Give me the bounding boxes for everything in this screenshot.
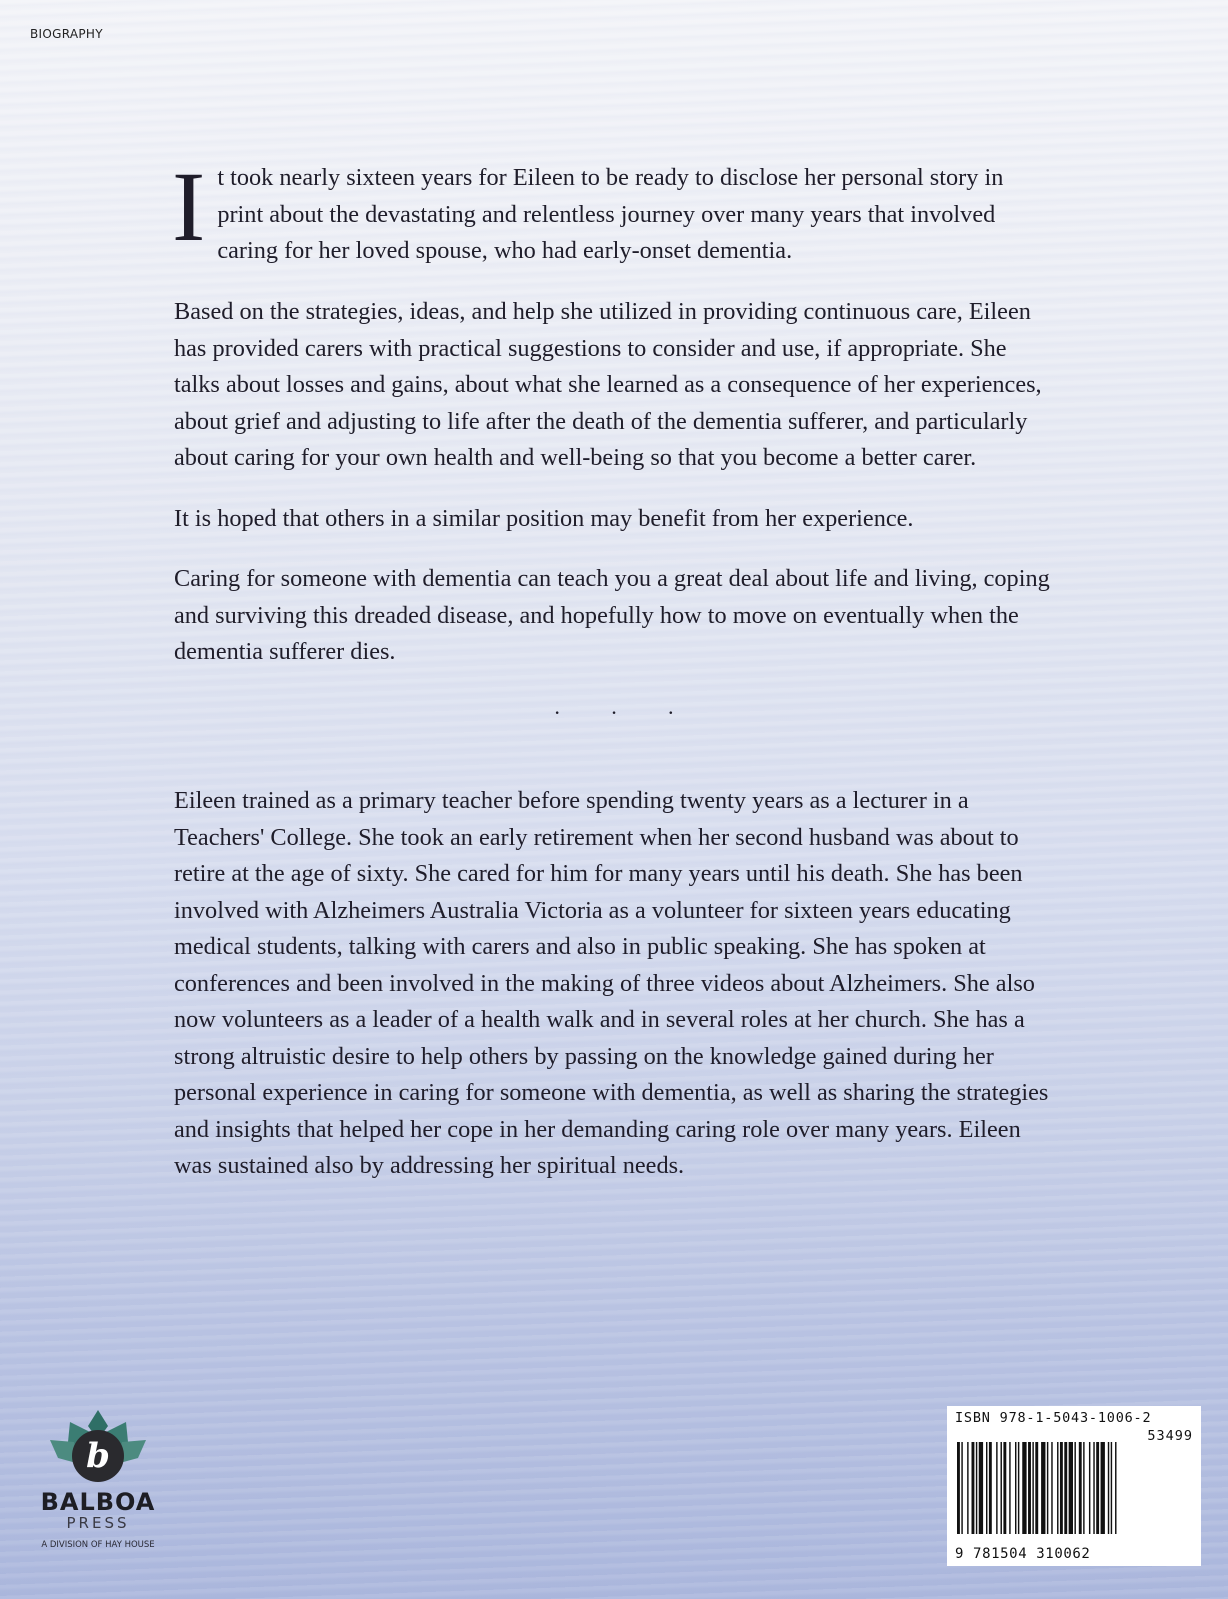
blurb-paragraph-1-text: t took nearly sixteen years for Eileen to be ready to disclose her personal story in print about the devastating and relentless journey over many years that involved caring for her loved spouse, who had early-onset dementia. [217, 164, 1004, 264]
barcode-bar [1001, 1442, 1002, 1534]
barcode-bar [1047, 1442, 1048, 1534]
barcode-bar [957, 1442, 960, 1534]
svg-text:b: b [86, 1436, 110, 1476]
barcode-bar [1064, 1442, 1067, 1534]
barcode-bar [1003, 1442, 1006, 1534]
barcode-bar [1035, 1442, 1038, 1534]
blurb-paragraph-2: Based on the strategies, ideas, and help she utilized in providing continuous care, Eileen has provided carers with practical suggestions to consider and use, if appropriate. She talks about losses and gains, about what she learned as a consequence of her experiences, about grief and adjusting to life after the death of the dementia sufferer, and particularly about caring for your own health and well-being so that you become a better carer. [174, 298, 1042, 471]
barcode-bars [957, 1442, 1187, 1538]
section-separator: · · · [553, 699, 697, 725]
isbn-number: ISBN 978-1-5043-1006-2 [955, 1410, 1152, 1426]
barcode-bar [1108, 1442, 1109, 1534]
barcode-bar [1015, 1442, 1016, 1534]
barcode-bar [967, 1442, 968, 1534]
barcode-bar [1009, 1442, 1010, 1534]
barcode-bar [1083, 1442, 1084, 1534]
barcode-bar [1069, 1442, 1073, 1534]
barcode-bar [1018, 1442, 1019, 1534]
isbn-barcode [947, 1406, 1201, 1566]
barcode-bar [1060, 1442, 1063, 1534]
barcode-bar [1079, 1442, 1082, 1534]
barcode-bar [1074, 1442, 1075, 1534]
barcode-bar [979, 1442, 983, 1534]
lotus-icon [48, 1410, 148, 1484]
barcode-digits: 9 781504 310062 [955, 1546, 1091, 1562]
category-label: BIOGRAPHY [30, 27, 103, 41]
author-bio: Eileen trained as a primary teacher before spending twenty years as a lecturer in a Teachers' College. She took an early retirement when her second husband was about to retire at the age of sixty. She cared for him for many years until his death. She has been involved with Alzheimers Australia Victoria as a volunteer for sixteen years educating medical students, talking with carers and also in public speaking. She has spoken at conferences and been involved in the making of three videos about Alzheimers. She also now volunteers as a leader of a health walk and in several roles at her church. She has a strong altruistic desire to help others by passing on the knowledge gained during her personal experience in caring for someone with dementia, as well as sharing the strategies and insights that helped her cope in her demanding caring role over many years. Eileen was sustained also by addressing her spiritual needs. [174, 787, 1049, 1179]
publisher-logo [28, 1410, 168, 1550]
barcode-bar [986, 1442, 987, 1534]
blurb-paragraph-4: Caring for someone with dementia can teach you a great deal about life and living, coping and surviving this dreaded disease, and hopefully how to move on eventually when the dementia sufferer dies. [174, 565, 1050, 665]
blurb-paragraph-3: It is hoped that others in a similar position may benefit from her experience. [174, 504, 914, 532]
barcode-bar [1041, 1442, 1045, 1534]
barcode-bar [961, 1442, 962, 1534]
barcode-bar [1028, 1442, 1031, 1534]
barcode-bar [1111, 1442, 1112, 1534]
publisher-press: PRESS [66, 1514, 130, 1532]
barcode-bar [1096, 1442, 1099, 1534]
drop-cap: I [172, 151, 206, 262]
barcode-bar [1101, 1442, 1105, 1534]
publisher-division: A DIVISION OF HAY HOUSE [41, 1540, 155, 1550]
barcode-bar [996, 1442, 997, 1534]
blurb-paragraph-1 [172, 151, 1054, 270]
barcode-bar [1022, 1442, 1026, 1534]
barcode-bar [1089, 1442, 1090, 1534]
barcode-bar [972, 1442, 975, 1534]
publisher-name: BALBOA [40, 1488, 156, 1516]
barcode-bar [1051, 1442, 1052, 1534]
barcode-bar [1032, 1442, 1033, 1534]
barcode-bar [1115, 1442, 1116, 1534]
barcode-bar [989, 1442, 992, 1534]
barcode-bar [1093, 1442, 1094, 1534]
price-code: 53499 [1147, 1428, 1193, 1444]
barcode-bar [976, 1442, 977, 1534]
blurb-text [172, 151, 1054, 1209]
barcode-bar [1057, 1442, 1058, 1534]
